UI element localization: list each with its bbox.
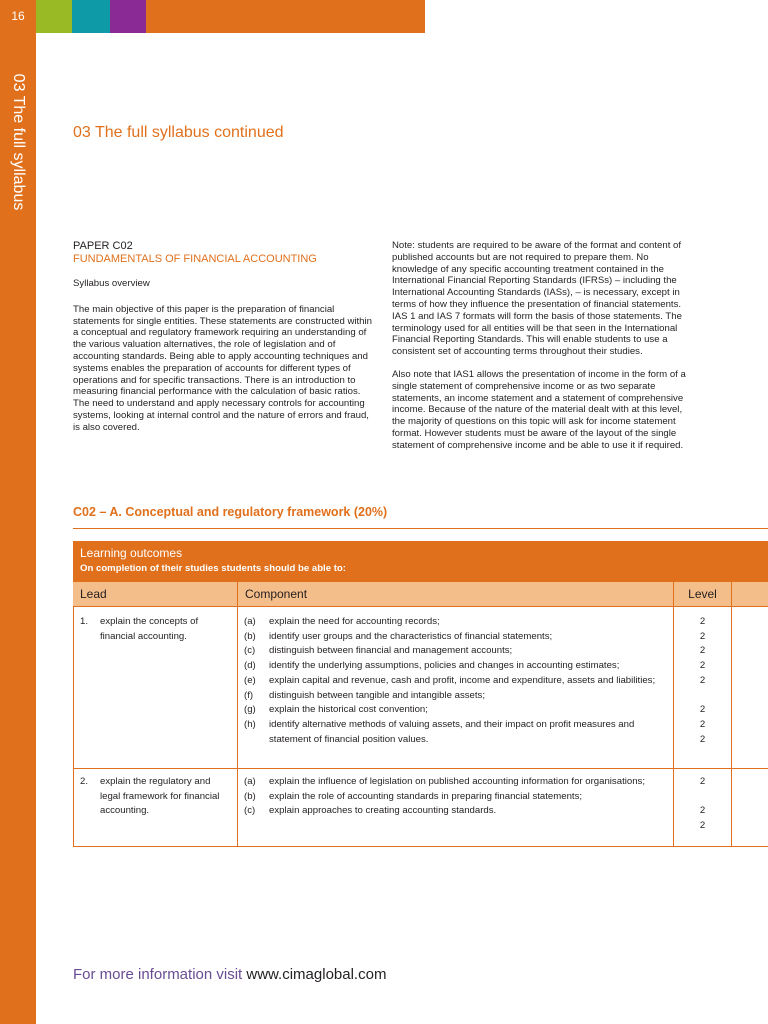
level-value: 2	[699, 805, 706, 817]
table-border	[731, 582, 732, 847]
paper-notes-column	[392, 240, 697, 463]
footer-text: For more information visit	[73, 966, 247, 983]
color-strip-green	[36, 0, 72, 33]
component-item: (e) explain capital and revenue, cash and profit, income and expenditure, assets and liabilities;	[244, 674, 656, 686]
column-header-level: Level	[674, 582, 731, 606]
paper-code: PAPER C02	[73, 240, 133, 252]
table-row-components	[244, 615, 664, 747]
level-value: 2	[699, 733, 706, 745]
overview-label: Syllabus overview	[73, 278, 150, 289]
component-item: (a) explain the influence of legislation on published accounting information for organisations;	[244, 776, 645, 787]
level-value: 2	[699, 718, 706, 730]
table-row-lead	[80, 775, 230, 819]
component-item: (c) explain approaches to creating accounting standards.	[244, 805, 497, 817]
table-border	[73, 606, 74, 847]
level-value: 2	[699, 660, 706, 672]
component-item: (f) distinguish between tangible and intangible assets;	[244, 689, 486, 701]
table-row-components	[244, 775, 664, 819]
component-item: (b) explain the role of accounting standards in preparing financial statements;	[244, 790, 583, 802]
section-heading: 03 The full syllabus continued	[73, 124, 284, 141]
table-border	[73, 846, 768, 847]
level-value: 2	[699, 820, 706, 832]
table-row-levels	[674, 775, 731, 834]
learning-outcomes-title: Learning outcomes	[80, 546, 183, 560]
footer-link[interactable]: www.cimaglobal.com	[246, 966, 387, 983]
lead-number: 1.	[80, 616, 89, 627]
level-spacer	[674, 689, 731, 704]
column-header-component: Component	[238, 582, 673, 606]
paper-intro-column	[73, 240, 378, 434]
lead-number: 2.	[80, 776, 89, 787]
component-item: (b) identify user groups and the characteristics of financial statements;	[244, 630, 553, 642]
level-value: 2	[699, 674, 706, 686]
component-item: (c) distinguish between financial and management accounts;	[244, 645, 513, 657]
level-spacer	[674, 790, 731, 805]
level-value: 2	[699, 776, 706, 787]
table-row-levels	[674, 615, 731, 747]
column-header-lead: Lead	[73, 582, 237, 606]
page-number: 16	[11, 9, 25, 23]
divider	[73, 528, 768, 529]
component-item: (d) identify the underlying assumptions, policies and changes in accounting estimates;	[244, 660, 620, 672]
component-item: (h) identify alternative methods of valuing assets, and their impact on profit measures and statement of financial position values.	[244, 718, 635, 745]
component-item: (g) explain the historical cost convention;	[244, 704, 428, 716]
overview-text: The main objective of this paper is the preparation of financial statements for single entities. These statements are constructed within a conceptual and regulatory framework requiring an understanding of the various valuation alternatives, the role of legislation and of accounting standards. Being able to apply accounting techniques and systems enables the preparation of accounts for different types of operations and for specific transactions. There is an introduction to measuring financial performance with the calculation of basic ratios. The need to understand and apply necessary controls for accounting systems, looking at internal control and the nature of errors and fraud, is also covered.	[73, 303, 372, 433]
color-strip-orange	[146, 0, 425, 33]
note-paragraph: Also note that IAS1 allows the presentation of income in the form of a single statement of comprehensive income or as two separate statements, an income statement and a statement of comprehensive income. Because of the nature of the material dealt with at this level, the majority of questions on this topic will ask for income statement format. However students must be aware of the layout of the single statement of comprehensive income and be able to use it if required.	[392, 368, 686, 451]
side-title: 03 The full syllabus	[10, 73, 27, 211]
level-value: 2	[699, 704, 706, 716]
color-strip-teal	[72, 0, 110, 33]
lead-text: explain the concepts of financial accounting.	[100, 616, 199, 642]
table-row-lead	[80, 615, 230, 644]
column-header-blank	[732, 582, 768, 606]
level-value: 2	[699, 645, 706, 657]
learning-outcomes-header	[73, 541, 768, 582]
paper-name: FUNDAMENTALS OF FINANCIAL ACCOUNTING	[73, 253, 317, 265]
lead-text: explain the regulatory and legal framework for financial accounting.	[100, 776, 220, 817]
learning-outcomes-subtitle: On completion of their studies students should be able to:	[80, 563, 346, 574]
table-border	[73, 768, 768, 769]
table-border	[237, 582, 238, 847]
footer	[73, 966, 386, 983]
color-strip-purple	[110, 0, 146, 33]
level-value: 2	[699, 630, 706, 642]
note-paragraph: Note: students are required to be aware of the format and content of published accounts but are not required to prepare them. No knowledge of any specific accounting treatment contained in the International Financial Reporting Standards (IFRSs) – including the International Accounting Standards (IASs), – is necessary, except in terms of how they influence the presentation of financial statements. IAS 1 and IAS 7 formats will form the basis of those statements. The terminology used for all entities will be that seen in the International Financial Reporting Standards. This will enable students to use a consistent set of accounting terms throughout their studies.	[392, 240, 682, 358]
level-value: 2	[699, 616, 706, 627]
table-border	[73, 606, 768, 607]
component-item: (a) explain the need for accounting records;	[244, 616, 440, 627]
sub-heading: C02 – A. Conceptual and regulatory framework (20%)	[73, 505, 388, 519]
